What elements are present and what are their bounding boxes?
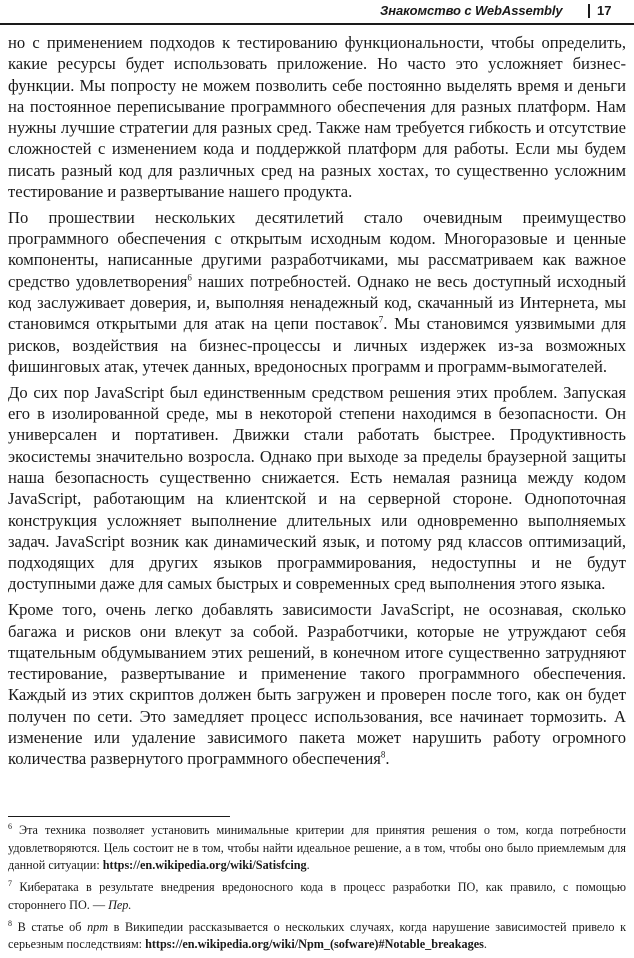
paragraph-text: Кроме того, очень легко добавлять зависимости JavaScript, не осознавая, сколько багажа и рисков они влекут за собой. Разработчики, которые не утруждают себя тщательным обдумыванием этих решений, в конечном итоге существенно затрудняют тестирование, развертывание и применение такого программного обеспечения. Каждый из этих скриптов должен быть загружен и проверен после того, как он будет получен по сети. Это замедляет процесс использования, все начинает тормозить. А изменение или удаление зависимого пакета может нарушить работу огромного количества развернутого программного обеспечения: [8, 600, 626, 769]
footnote-ref[interactable]: 8: [380, 749, 386, 760]
paragraph-text: но с применением подходов к тестированию функциональности, чтобы определить, какие ресурсы будет использовать приложение. Но часто это усложняет бизнес-функции. Мы попросту не можем позволить себе постоянно выделять время и деньги на постоянное переписывание программного обеспечения для разных платформ. Нам нужны лучшие стратегии для разных сред. Также нам требуется гибкость и отсутствие сложностей с изменением кода и поддержкой платформ для работы. Если мы будем писать разный код для различных сред на разных хостах, то существенно усложним тестирование и развертывание нашего продукта.: [8, 33, 626, 202]
paragraph-text: По прошествии нескольких десятилетий стало очевидным преимущество программного обеспечения с открытым исходным кодом. Многоразовые и ценные компоненты, написанные другими разработчиками, мы рассматриваем как важное средство удовлетворения: [8, 207, 626, 291]
footnote-text: в Википедии рассказывается о нескольких случаях, когда нарушение зависимостей привело к серьезным последствиям:: [8, 919, 626, 951]
paragraph-text: наших потребностей. Однако не весь доступный исходный код заслуживает доверия, и, выполняя ненадежный код, скачанный из Интернета, мы становимся открытыми для атак на цепи поставок: [8, 271, 626, 334]
footnote-text: .: [483, 937, 487, 951]
footnote-ref[interactable]: 6: [187, 272, 192, 283]
footnote-text: Эта техника позволяет установить минимальные критерии для принятия решения о том, когда потребности удовлетворяются. Цель состоит не в том, чтобы найти идеальное решение, а в том, чтобы оно было приемлемым для данной ситуации:: [8, 823, 626, 872]
paragraph: [8, 32, 626, 202]
paragraph: [8, 382, 626, 595]
paragraph: [8, 207, 626, 377]
header-separator: [588, 4, 590, 18]
paragraph: [8, 599, 626, 769]
footnote-divider: [8, 816, 230, 817]
main-text: [8, 32, 626, 774]
footnote-link[interactable]: https://en.wikipedia.org/wiki/Satisfcing: [102, 858, 307, 872]
paragraph-text: До сих пор JavaScript был единственным средством решения этих проблем. Запуская его в изолированной среде, мы в некоторой степени находимся в безопасности. Он универсален и портативен. Движки стали работать быстрее. Продуктивность экосистемы значительно возросла. Однако при выходе за пределы браузерной защиты наша безопасность существенно снижается. Есть немалая разница между кодом JavaScript, работающим на клиентской и на серверной стороне. Однопоточная конструкция усложняет выполнение длительных или одновременно выполняемых задач. JavaScript возник как динамический язык, и потому ряд классов оптимизаций, подходящих для других языков программирования, недоступны и не будут доступными даже для самых быстрых и современных сред выполнения этого языка.: [8, 382, 626, 594]
running-header: [0, 0, 634, 26]
paragraph-text: . Мы становимся уязвимыми для рисков, воздействия на бизнес-процессы и личных издержек из-за возможных фишинговых атак, утечек данных, вредоносных программ и программ-вымогателей.: [8, 314, 626, 376]
footnote-number: 8: [8, 918, 12, 928]
page-number: 17: [597, 3, 612, 18]
footnote: [8, 879, 626, 914]
footnote-text: В статье об: [17, 919, 88, 934]
footnote-text: Кибератака в результате внедрения вредоносного кода в процесс разработки ПО, как правило, с помощью стороннего ПО. —: [8, 880, 626, 912]
footnote: [8, 822, 626, 875]
paragraph-text: .: [385, 749, 390, 769]
chapter-title: Знакомство с WebAssembly: [380, 3, 563, 18]
footnote-number: 6: [8, 821, 12, 831]
footnote: [8, 919, 626, 954]
translator-note: Пер.: [108, 897, 132, 912]
footnote-text: .: [306, 858, 310, 872]
footnote-number: 7: [8, 878, 12, 888]
header-rule: [0, 23, 634, 25]
footnotes: [8, 822, 626, 958]
footnote-emphasis: npm: [87, 919, 109, 934]
footnote-ref[interactable]: 7: [378, 314, 384, 325]
footnote-link[interactable]: https://en.wikipedia.org/wiki/Npm_(sofware)#Notable_breakages: [145, 937, 484, 951]
